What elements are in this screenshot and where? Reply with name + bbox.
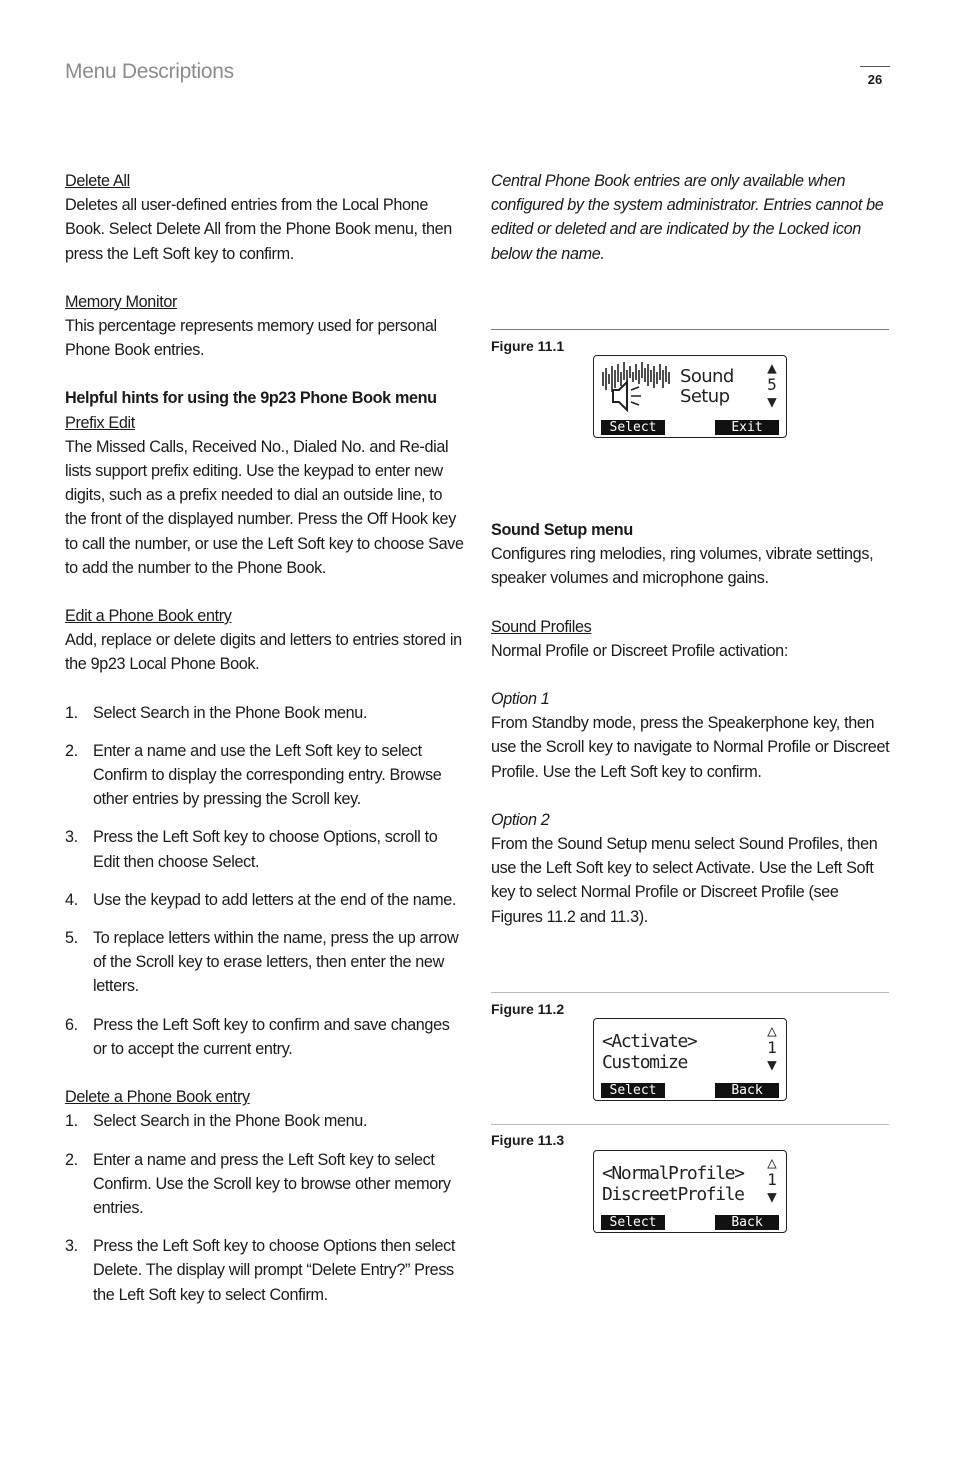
sound-setup-icon: [601, 360, 673, 412]
right-soft-key-label: Back: [715, 1215, 779, 1230]
list-item: 4. Use the keypad to add letters at the end of the name.: [65, 890, 457, 909]
prefix-edit-text: The Missed Calls, Received No., Dialed No. and Re-dial lists support prefix editing. Use the keypad to enter new digits, such as a prefix needed to dial an outside line, to the front of the displayed number. Press the Off Hook key to call the number, or use the Left Soft key to choose Save to add the number to the Phone Book.: [65, 437, 464, 577]
right-soft-key-label: Exit: [715, 420, 779, 435]
list-item: 1. Select Search in the Phone Book menu.: [65, 703, 368, 722]
divider: [491, 329, 889, 330]
up-arrow-icon: ▲: [767, 358, 777, 377]
lcd-scroll-indicator: [765, 1022, 779, 1073]
list-item: 3. Press the Left Soft key to choose Options then select Delete. The display will prompt “Delete Entry?” Press the Left Soft key to select Confirm.: [65, 1237, 456, 1304]
delete-entry-heading: Delete a Phone Book entry: [65, 1088, 250, 1107]
memory-monitor-heading: Memory Monitor: [65, 292, 178, 311]
prefix-edit-heading: Prefix Edit: [65, 413, 135, 432]
option2-text: From the Sound Setup menu select Sound Profiles, then use the Left Soft key to select Activate. Use the Left Soft key to select Normal Profile or Discreet Profile (see Figures 11.2 and 11.3).: [491, 835, 878, 926]
option2-heading: Option 2: [491, 810, 550, 829]
lcd-line-1: Sound: [680, 366, 734, 387]
divider: [491, 1124, 889, 1125]
lcd-scroll-indicator: [765, 359, 779, 410]
lcd-line-2: Setup: [680, 386, 730, 407]
left-soft-key-label: Select: [601, 420, 665, 435]
figure-11-3-display: [593, 1150, 787, 1233]
up-arrow-outline-icon: △: [767, 1021, 777, 1040]
divider: [491, 992, 889, 993]
sound-setup-text: Configures ring melodies, ring volumes, vibrate settings, speaker volumes and microphone gains.: [491, 545, 874, 588]
lcd-position-number: 5: [767, 375, 777, 394]
edit-entry-heading: Edit a Phone Book entry: [65, 607, 232, 626]
lcd-line-2: Customize: [602, 1052, 687, 1073]
right-column-body: [491, 518, 891, 929]
lcd-line-1: <Activate>: [602, 1031, 697, 1052]
left-soft-key-label: Select: [601, 1215, 665, 1230]
lcd-scroll-indicator: [765, 1154, 779, 1205]
lcd-line-2: DiscreetProfile: [602, 1184, 744, 1205]
left-soft-key-label: Select: [601, 1083, 665, 1098]
list-item: 5. To replace letters within the name, press the up arrow of the Scroll key to erase letters, then enter the new letters.: [65, 929, 459, 996]
delete-entry-steps: [65, 1109, 465, 1306]
list-item: 1. Select Search in the Phone Book menu.: [65, 1112, 368, 1131]
edit-entry-steps: [65, 701, 465, 1061]
left-column: [65, 169, 465, 1321]
figure-11-1-label: Figure 11.1: [491, 338, 565, 354]
down-arrow-icon: ▼: [767, 392, 777, 411]
down-arrow-icon: ▼: [767, 1187, 777, 1206]
up-arrow-outline-icon: △: [767, 1153, 777, 1172]
edit-entry-text: Add, replace or delete digits and letters to entries stored in the 9p23 Local Phone Book.: [65, 631, 462, 674]
list-item: 6. Press the Left Soft key to confirm and save changes or to accept the current entry.: [65, 1015, 450, 1058]
central-phonebook-note: Central Phone Book entries are only available when configured by the system administrator. Entries cannot be edited or deleted and are indicated by the Locked icon below the name.: [491, 172, 884, 263]
option1-heading: Option 1: [491, 690, 550, 709]
lcd-position-number: 1: [767, 1038, 777, 1057]
down-arrow-icon: ▼: [767, 1055, 777, 1074]
sound-profiles-text: Normal Profile or Discreet Profile activation:: [491, 641, 788, 660]
memory-monitor-text: This percentage represents memory used for personal Phone Book entries.: [65, 317, 437, 360]
lcd-position-number: 1: [767, 1170, 777, 1189]
delete-all-heading: Delete All: [65, 172, 130, 190]
sound-profiles-heading: Sound Profiles: [491, 617, 592, 636]
lcd-line-1: <NormalProfile>: [602, 1163, 744, 1184]
right-column-note: [491, 169, 891, 266]
hints-heading: Helpful hints for using the 9p23 Phone Book menu: [65, 389, 437, 408]
list-item: 2. Enter a name and press the Left Soft key to select Confirm. Use the Scroll key to browse other memory entries.: [65, 1150, 451, 1217]
page-header-title: Menu Descriptions: [65, 60, 234, 83]
figure-11-2-label: Figure 11.2: [491, 1001, 565, 1017]
figure-11-1-display: [593, 355, 787, 438]
figure-11-2-display: [593, 1018, 787, 1101]
list-item: 3. Press the Left Soft key to choose Options, scroll to Edit then choose Select.: [65, 828, 438, 871]
page-number: 26: [860, 66, 890, 87]
option1-text: From Standby mode, press the Speakerphone key, then use the Scroll key to navigate to Normal Profile or Discreet Profile. Use the Left Soft key to confirm.: [491, 714, 890, 781]
sound-setup-heading: Sound Setup menu: [491, 521, 633, 539]
right-soft-key-label: Back: [715, 1083, 779, 1098]
list-item: 2. Enter a name and use the Left Soft key to select Confirm to display the corresponding entry. Browse other entries by pressing the Scroll key.: [65, 741, 442, 809]
delete-all-text: Deletes all user-defined entries from the Local Phone Book. Select Delete All from the Phone Book menu, then press the Left Soft key to confirm.: [65, 196, 452, 263]
figure-11-3-label: Figure 11.3: [491, 1132, 565, 1148]
